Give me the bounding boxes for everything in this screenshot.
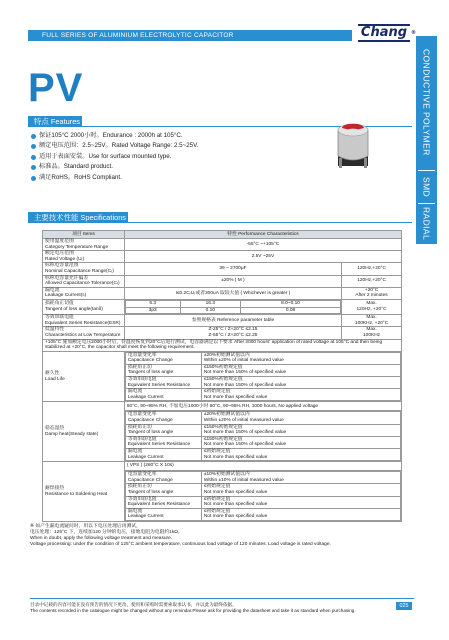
footer-en: The contents recorded in the catalogue might be changed without any remindar.Please ask for providing the datasheet and take it as standard when purchasing. [30, 607, 356, 613]
footer-rule [30, 598, 414, 599]
sidebar-item-radial[interactable]: RADIAL [421, 207, 432, 241]
solder-table [125, 471, 401, 521]
feature-item: 适用于表面安装。Use for surface mounted type. [30, 152, 198, 162]
spec-item: 低温特性 Characteristics at Low Temperature [43, 327, 125, 339]
test-item: 漏电流 Leakage Current [125, 449, 201, 461]
spec-value: 39 ~ 2700μF [124, 263, 341, 275]
table-row [43, 275, 402, 287]
brand-mark: ® [411, 30, 416, 36]
tan-delta-table [125, 300, 341, 314]
test-item: 损耗角正切 Tangent of loss angle [125, 424, 201, 436]
table-header-row [43, 231, 402, 239]
sidebar-divider [418, 203, 435, 204]
test-item: 漏电流 Leakage Current [125, 389, 201, 401]
spec-value: 参照规格表 Reference parameter table [124, 315, 341, 327]
test-item: 损耗角正切 Tangent of loss angle [125, 484, 201, 496]
test-criterion: ≤150%初始规定值 Not more than 150% of specified value [201, 364, 400, 376]
spec-value: 2.5V ~25V [124, 251, 401, 263]
page-title: PV [28, 66, 84, 110]
notes [30, 524, 410, 548]
spec-item: 损耗角正切值 Tangent of loss angle(tanδ) [43, 299, 125, 314]
test-criterion: ≤初始规定值 Not more than specified value [201, 449, 400, 461]
table-row [43, 299, 402, 314]
spec-item: 等效串联电阻 Equivalent Series Resistance(ESR) [43, 315, 125, 327]
impedance-ratio: Z-55°C / Z+20°C ≤2.25 [208, 332, 258, 338]
column-header: 特性 Performance Characteristics [124, 231, 401, 239]
tan-delta-cell: 3p3 [125, 307, 180, 314]
capacitor-product-image [330, 118, 374, 170]
load-life-intro [43, 339, 402, 351]
test-criterion: ≤初始规定值 Not more than specified value [201, 496, 400, 508]
brand-logo [358, 24, 416, 42]
rated-voltage-cell: 16.3 [180, 300, 240, 307]
feature-item: 满足RoHS。RoHS Compliant. [30, 173, 198, 183]
specs-rule [28, 222, 412, 223]
rated-voltage-cell: 8.0~0.10 [240, 300, 340, 307]
rated-voltage-cell: 6.3 [125, 300, 180, 307]
test-item: 电容量变化率 Capacitance Change [125, 352, 201, 364]
test-item: 等效串联电阻 Equivalent Series Resistance [125, 436, 201, 448]
impedance-ratio: Z-25°C / Z+20°C ≤2.15 [208, 327, 258, 333]
footer-cn: 目录中记载的内容可能在没有预告的情况下更改，使用和采购时需要索取承认书，并以此为最终依据。 [30, 602, 237, 607]
test-criterion: ±20%初始测试值以内 Within ±20% of initial measured value [201, 412, 400, 424]
spec-condition: Max. 100KHz, +20°C [342, 315, 402, 327]
table-row [43, 351, 402, 402]
table-row [43, 339, 402, 351]
spec-value: ±20% ( M ) [124, 275, 341, 287]
spec-condition: 120Hz,+20°C [342, 275, 402, 287]
load-life-intro-en: After 2000 hours' application of rated voltage at 105°C and then being stabilized at +20°C, the capacitor shall meet the following requirement. [45, 339, 383, 351]
brand-name: Chang [360, 25, 408, 40]
sidebar-item-smd[interactable]: SMD [421, 176, 432, 198]
test-criterion: ≤初始规定值 Not more than specified value [201, 508, 400, 520]
table-row [43, 251, 402, 263]
spec-item: 额定电压范围 Rated Voltage (Uᵣ) [43, 251, 125, 263]
feature-item: 额定电压范围：2.5~25V。Rated Voltage Range: 2.5~25V. [30, 141, 198, 151]
test-item: 电容量变化率 Capacitance Change [125, 472, 201, 484]
tan-delta-cell: 0.08 [240, 307, 340, 314]
table-row [43, 287, 402, 299]
spec-item: 使用温度范围 Category Temperature Range [43, 239, 125, 251]
spec-item: 稳态湿热 Damp heat(Steady state) [43, 402, 125, 462]
table-row [43, 402, 402, 411]
spec-item: 漏电流 Leakage Current(Iₗ) [43, 287, 125, 299]
footer [30, 602, 410, 613]
note-line: When in doubt, apply the following voltage treatment and measure. [30, 536, 173, 541]
spec-value [124, 327, 341, 339]
sidebar-item-conductive-polymer[interactable]: CONDUCTIVE POLYMER [421, 48, 432, 156]
note-line: ※ 如产生漏电流疑问时，用以下电压处理后再测试， [30, 524, 141, 529]
table-row [43, 239, 402, 251]
feature-item: 标准品。Standard product. [30, 162, 198, 172]
test-criterion: ≤150%初始规定值 Not more than 150% of specified value [201, 436, 400, 448]
test-criterion: ±10%初始测试值以内 Within ±10% of initial measured value [201, 472, 400, 484]
sidebar-divider [418, 170, 435, 171]
table-row [43, 315, 402, 327]
specifications-table [42, 230, 402, 522]
damp-heat-table [125, 411, 401, 461]
test-criterion: ≤150%初始规定值 Not more than 150% of specified value [201, 424, 400, 436]
spec-item: 耐久性 Load Life [43, 351, 125, 402]
feature-item: 保证105°C 2000小时。Endurance : 2000h at 105°C. [30, 131, 198, 141]
test-criterion: ±20%初始测试值以内 Within ±20% of initial measured value [201, 352, 400, 364]
spec-item: 标称电容量范围 Nominal Capacitance Range(Cᵣ) [43, 263, 125, 275]
load-life-intro-cn: +105°C 施加额定电压2000小时后，待温度恢复到20°C后进行测试，电容器满足以下要求 [45, 339, 233, 345]
test-item: 电容量变化率 Capacitance Change [125, 412, 201, 424]
spec-condition: +20°C After 2 minutes [342, 287, 402, 299]
spec-condition: Max. 100KHz [342, 327, 402, 339]
note-line: 电压处理：125°C 下，连续加120 分钟的电压，接地电阻为电阻约1kΩ。 [30, 530, 183, 535]
features-heading: 特点 Features [28, 116, 82, 127]
test-criterion: ≤初始规定值 Not more than specified value [201, 484, 400, 496]
tan-delta-cell: 0.10 [180, 307, 240, 314]
note-line: Voltage processing: under the condition of 125°C ambient temperature, continuous load voltage of 120 minutes. Load voltage is rated voltage. [30, 542, 331, 547]
test-item: 等效串联电阻 Equivalent Series Resistance [125, 377, 201, 389]
spec-value: -55°C ~+105°C [124, 239, 401, 251]
category-sidebar [416, 36, 437, 244]
features-list [30, 131, 198, 183]
test-criterion: ≤150%初始规定值 Not more than 150% of specified value [201, 377, 400, 389]
table-row [43, 327, 402, 339]
spec-item: 耐焊接热 Resistance to Soldering Heat [43, 462, 125, 522]
specs-heading: 主要技术性能 Specifications [28, 212, 128, 223]
spec-value: I≤0.2CᵣUᵣ或者300uA 取较大值 ( Whichever is greater ) [124, 287, 341, 299]
damp-heat-intro: 60°C, 90~95% RH, 不加电压1000小时 60°C, 90~95% RH, 1000 hours, No applied voltage [124, 402, 401, 411]
column-header: 项目 Items [43, 231, 125, 239]
table-row [43, 462, 402, 471]
spec-condition: Max. 120Hz, +20°C [342, 299, 402, 314]
test-criterion: ≤初始规定值 Not more than specified value [201, 389, 400, 401]
load-life-table [125, 352, 401, 402]
test-item: 等效串联电阻 Equivalent Series Resistance [125, 496, 201, 508]
spec-item: 标称电容量允许偏差 Allowed Capacitance Tolerance(Cᵣ) [43, 275, 125, 287]
table-row [43, 263, 402, 275]
test-item: 损耗角正切 Tangent of loss angle [125, 364, 201, 376]
spec-condition: 120Hz,+20°C [342, 263, 402, 275]
series-banner: FULL SERIES OF ALUMINIUM ELECTROLYTIC CAPACITOR [28, 30, 352, 41]
page-number: 025 [396, 602, 412, 610]
solder-intro: ( VPS ) (260°C X 10s) [124, 462, 401, 471]
test-item: 漏电流 Leakage Current [125, 508, 201, 520]
